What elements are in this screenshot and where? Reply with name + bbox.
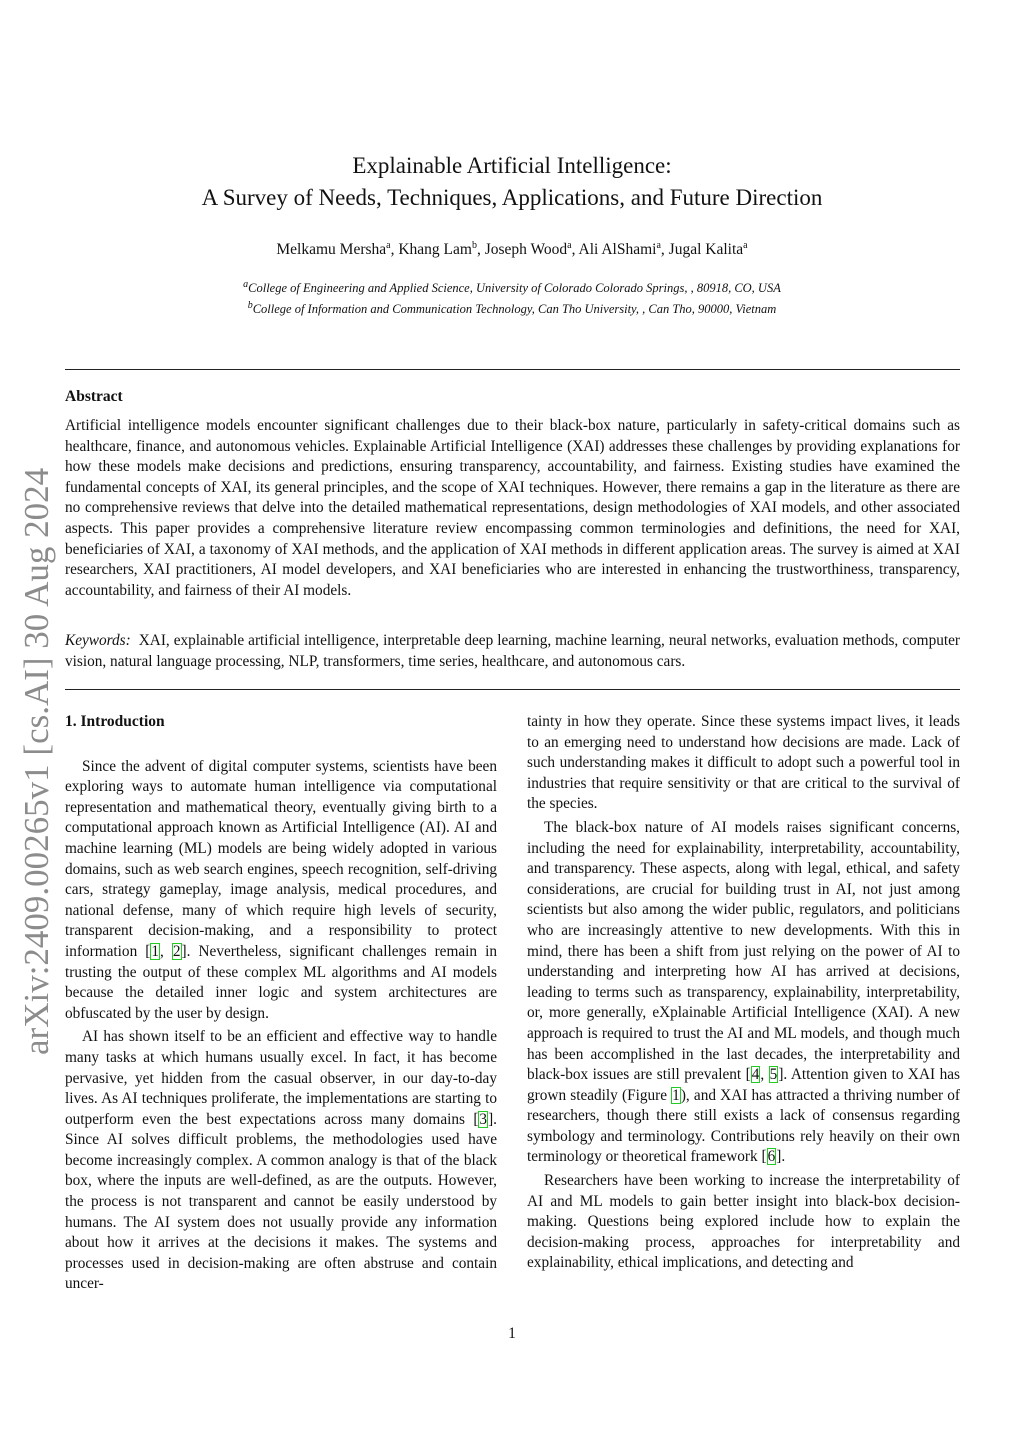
paragraph-text: , [160, 942, 172, 960]
author-separator: , [390, 241, 399, 259]
author-affiliation-mark: a [656, 240, 661, 251]
author-name: Ali AlShami [578, 241, 657, 259]
intro-paragraph-2-continued: tainty in how they operate. Since these systems impact lives, it leads to an emerging need to understand how decisions are made. Lack of such understanding makes it difficult to adopt such a powerful tool in industries that require sensitivity or that are critical to the survival of the species. [527, 713, 960, 813]
abstract-heading: Abstract [65, 388, 123, 405]
author-list [0, 240, 1024, 259]
affiliation [0, 276, 1024, 297]
intro-paragraph-2 [65, 1027, 497, 1295]
affiliation-text: College of Engineering and Applied Science, University of Colorado Colorado Springs, , 80918, CO, USA [248, 281, 781, 296]
section-heading-introduction: 1. Introduction [65, 713, 165, 730]
paragraph-text: The black-box nature of AI models raises significant concerns, including the need for explainability, interpretability, accountability, and transparency. These aspects, along with legal, ethical, and safety considerations, are crucial for building trust in AI, not just among scientists but also among the wider public, regulators, and politicians who are increasingly attentive to new developments. With this in mind, there has been a shift from just relying on the power of AI to understanding and interpreting how AI has arrived at decisions, leading to terms such as transparency, explainability, interpretability, or, more generally, eXplainable Artificial Intelligence (XAI). A new approach is required to trust the AI and ML models, and though much has been accomplished in the last decades, the interpretability and black-box issues are still prevalent [ [527, 818, 960, 1084]
intro-paragraph-1 [65, 757, 497, 1025]
abstract-body: Artificial intelligence models encounter significant challenges due to their black-box nature, particularly in safety-critical domains such as healthcare, finance, and autonomous vehicles. Explainable Artificial Intelligence (XAI) addresses these challenges by providing explanations for how these models make decisions and predictions, ensuring transparency, accountability, and fairness. Existing studies have examined the fundamental concepts of XAI, its general principles, and the scope of XAI techniques. However, there remains a gap in the literature as there are no comprehensive reviews that delve into the detailed mathematical representations, design methodologies of XAI models, and other associated aspects. This paper provides a comprehensive literature review encompassing common terminologies and definitions, the need for XAI, beneficiaries of XAI, a taxonomy of XAI methods, and the application of XAI methods in different application areas. The survey is aimed at XAI researchers, XAI practitioners, AI model developers, and XAI beneficiaries who are interested in enhancing the trustworthiness, transparency, accountability, and fairness of their AI models. [65, 417, 960, 599]
page-number: 1 [508, 1325, 516, 1342]
figure-reference-link[interactable]: 1 [672, 1086, 680, 1104]
top-divider [65, 369, 960, 370]
paragraph-text: ]. Attention given to XAI has grown steadily (Figure [527, 1066, 960, 1104]
keywords-label: Keywords: [65, 632, 131, 649]
author-separator: , [660, 241, 669, 259]
citation-link[interactable]: 3 [479, 1110, 488, 1128]
paragraph-text: ]. [776, 1148, 786, 1166]
author-name: Joseph Wood [484, 241, 568, 259]
citation-link[interactable]: 6 [767, 1148, 776, 1166]
author-affiliation-mark: b [471, 240, 477, 251]
affiliation-mark: b [247, 300, 253, 312]
author-affiliation-mark: a [386, 240, 391, 251]
intro-paragraph-4: Researchers have been working to increase the interpretability of AI and ML models to gain better insight into black-box decision-making. Questions being explored include how to explain the decision-making process, approaches for interpretability and explainability, ethical implications, and detecting and [527, 1172, 960, 1272]
right-column [527, 712, 960, 1277]
author-name: Jugal Kalita [668, 241, 744, 259]
paragraph-text: ]. Nevertheless, significant challenges remain in trusting the output of these complex ML algorithms and AI models because the detailed inner logic and system architectures are obfuscated by the user by design. [65, 942, 497, 1022]
keywords-text: XAI, explainable artificial intelligence, interpretable deep learning, machine learning, neural networks, evaluation methods, computer vision, natural language processing, NLP, transformers, time series, healthcare, and autonomous cars. [65, 632, 960, 670]
author-separator: , [571, 241, 579, 259]
citation-link[interactable]: 1 [151, 942, 160, 960]
paragraph-text: AI has shown itself to be an efficient and effective way to handle many tasks at which humans usually excel. In fact, it has become pervasive, yet hidden from the casual observer, in our day-to-day lives. As AI techniques proliferate, the implementations are starting to outperform even the best expectations across many domains [ [65, 1028, 497, 1128]
affiliation-mark: a [243, 279, 249, 290]
citation-link[interactable]: 5 [769, 1066, 778, 1084]
bottom-divider [65, 689, 960, 690]
author-separator: , [476, 241, 485, 259]
author-name: Melkamu Mersha [276, 241, 387, 259]
author-name: Khang Lam [398, 241, 472, 259]
paragraph-text: ), and XAI has attracted a thriving number of researchers, though there still exists a lack of consensus regarding symbology and terminology. Contributions rely heavily on their own terminology or theoretical framework [ [527, 1086, 960, 1166]
affiliation [0, 297, 1024, 318]
paper-title [0, 150, 1024, 214]
author-affiliation-mark: a [567, 240, 572, 251]
left-column [65, 712, 497, 1298]
keywords [65, 631, 960, 672]
title-line-2: A Survey of Needs, Techniques, Applications, and Future Direction [201, 185, 823, 210]
paragraph-text: , [760, 1066, 769, 1084]
paragraph-text: ]. Since AI solves difficult problems, the methodologies used have become increasingly complex. A common analogy is that of the black box, where the inputs are well-defined, as are the outputs. However, the process is not transparent and cannot be easily understood by humans. The AI system does not usually provide any information about how it arrives at the decisions it makes. The systems and processes used in decision-making are often abstruse and contain uncer- [65, 1110, 497, 1293]
affiliation-text: College of Information and Communication Technology, Can Tho University, , Can Tho, 90000, Vietnam [252, 302, 777, 317]
affiliation-list [0, 276, 1024, 318]
title-line-1: Explainable Artificial Intelligence: [352, 153, 672, 178]
arxiv-identifier-stamp: arXiv:2409.00265v1 [cs.AI] 30 Aug 2024 [17, 467, 56, 1055]
intro-paragraph-3 [527, 818, 960, 1168]
paragraph-text: Since the advent of digital computer systems, scientists have been exploring ways to automate human intelligence via computational representation and mathematical theory, eventually giving birth to a computational approach known as Artificial Intelligence (AI). AI and machine learning (ML) models are being widely adopted in various domains, such as web search engines, speech recognition, self-driving cars, strategy gameplay, image analysis, medical procedures, and national defense, many of which require high levels of security, transparent decision-making, and a responsibility to protect information [ [65, 757, 497, 960]
citation-link[interactable]: 2 [172, 942, 181, 960]
author-affiliation-mark: a [743, 240, 748, 251]
citation-link[interactable]: 4 [751, 1066, 760, 1084]
